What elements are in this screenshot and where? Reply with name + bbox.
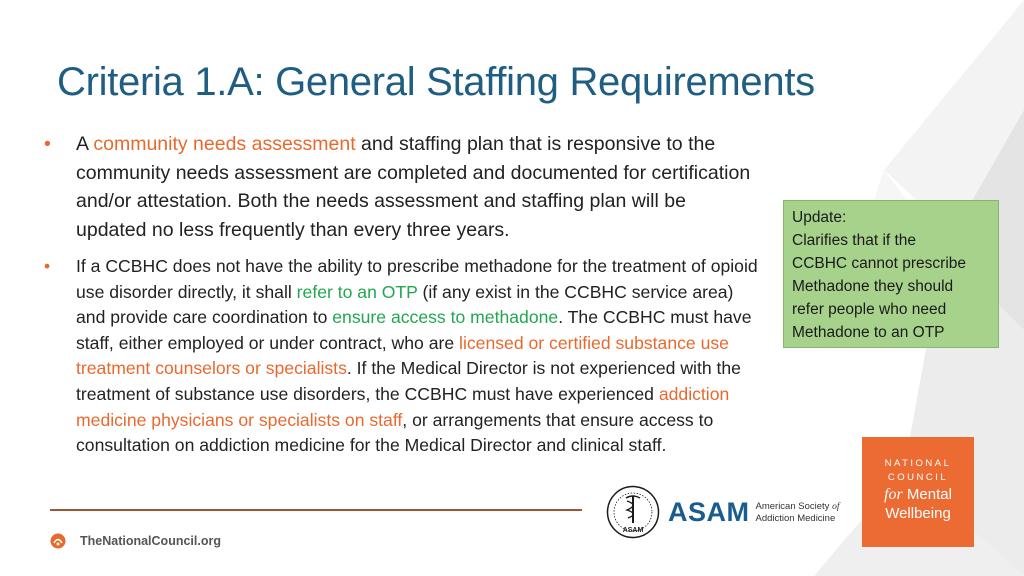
bullet-item-community-needs bbox=[44, 130, 756, 244]
highlight-community-needs-assessment: community needs assessment bbox=[93, 133, 356, 155]
asam-seal-icon bbox=[606, 485, 660, 539]
asam-wordmark: ASAM bbox=[668, 496, 750, 527]
highlight-addiction-medicine: addiction medicine physicians or specialists on staff bbox=[76, 383, 730, 430]
highlight-licensed-counselors: licensed or certified substance use treatment counselors or specialists bbox=[76, 332, 729, 379]
update-heading: Update: bbox=[792, 209, 847, 226]
footer-site-text: TheNationalCouncil.org bbox=[80, 534, 221, 548]
asam-seal-text: ASAM bbox=[622, 527, 644, 534]
nc-logo-wellbeing: Wellbeing bbox=[885, 505, 951, 522]
update-line: Methadone they should bbox=[792, 278, 954, 295]
bullet-text bbox=[76, 256, 758, 455]
bullet-marker: • bbox=[44, 133, 51, 155]
asam-logo bbox=[606, 485, 839, 539]
bullet-item-methadone bbox=[44, 254, 764, 459]
nc-logo-council: COUNCIL bbox=[887, 472, 949, 483]
update-line: Clarifies that if the bbox=[792, 232, 917, 249]
text-segment: . The CCBHC must have staff, either employed or under contract, who are bbox=[76, 307, 752, 353]
update-line: CCBHC cannot prescribe bbox=[792, 255, 967, 272]
highlight-ensure-access: ensure access to methadone bbox=[332, 307, 559, 328]
asam-subtitle-text: American Society bbox=[755, 500, 833, 512]
asam-subtitle-italic: of bbox=[832, 501, 840, 512]
nc-logo-national: NATIONAL bbox=[884, 458, 952, 469]
text-segment: A bbox=[76, 133, 94, 155]
update-line: refer people who need bbox=[792, 301, 947, 318]
nc-logo-for: for bbox=[884, 486, 903, 503]
text-segment: . If the Medical Director is not experienced with the treatment of substance use disorders, the CCBHC must have experienced bbox=[76, 358, 741, 404]
bullet-list bbox=[44, 130, 764, 459]
asam-subtitle-text: Addiction Medicine bbox=[755, 512, 836, 524]
update-line: Methadone to an OTP bbox=[792, 324, 945, 341]
update-callout-box bbox=[783, 200, 999, 348]
national-council-footer-logo bbox=[50, 533, 221, 549]
bullet-marker: • bbox=[44, 256, 51, 276]
nc-logo-mental-line bbox=[862, 485, 974, 504]
footer-divider bbox=[50, 509, 582, 511]
national-council-mark-icon bbox=[50, 533, 66, 549]
slide-title: Criteria 1.A: General Staffing Requirements bbox=[57, 60, 815, 104]
text-segment: , or arrangements that ensure access to consultation on addiction medicine for the Medical Director and clinical staff. bbox=[76, 409, 714, 456]
highlight-refer-to-otp: refer to an OTP bbox=[296, 281, 418, 302]
bullet-text bbox=[76, 133, 750, 241]
national-council-mental-wellbeing-logo bbox=[862, 437, 974, 547]
text-segment: (if any exist in the CCBHC service area) and provide care coordination to bbox=[76, 281, 734, 328]
text-segment: and staffing plan that is responsive to the community needs assessment are completed and documented for certification and/or attestation. Both the needs assessment and staffing plan will be updated no less frequently than every three years. bbox=[76, 133, 751, 241]
text-segment: If a CCBHC does not have the ability to prescribe methadone for the treatment of opioid use disorder directly, it shall bbox=[76, 256, 758, 302]
asam-subtitle bbox=[756, 501, 840, 524]
nc-logo-mental: Mental bbox=[906, 486, 952, 503]
